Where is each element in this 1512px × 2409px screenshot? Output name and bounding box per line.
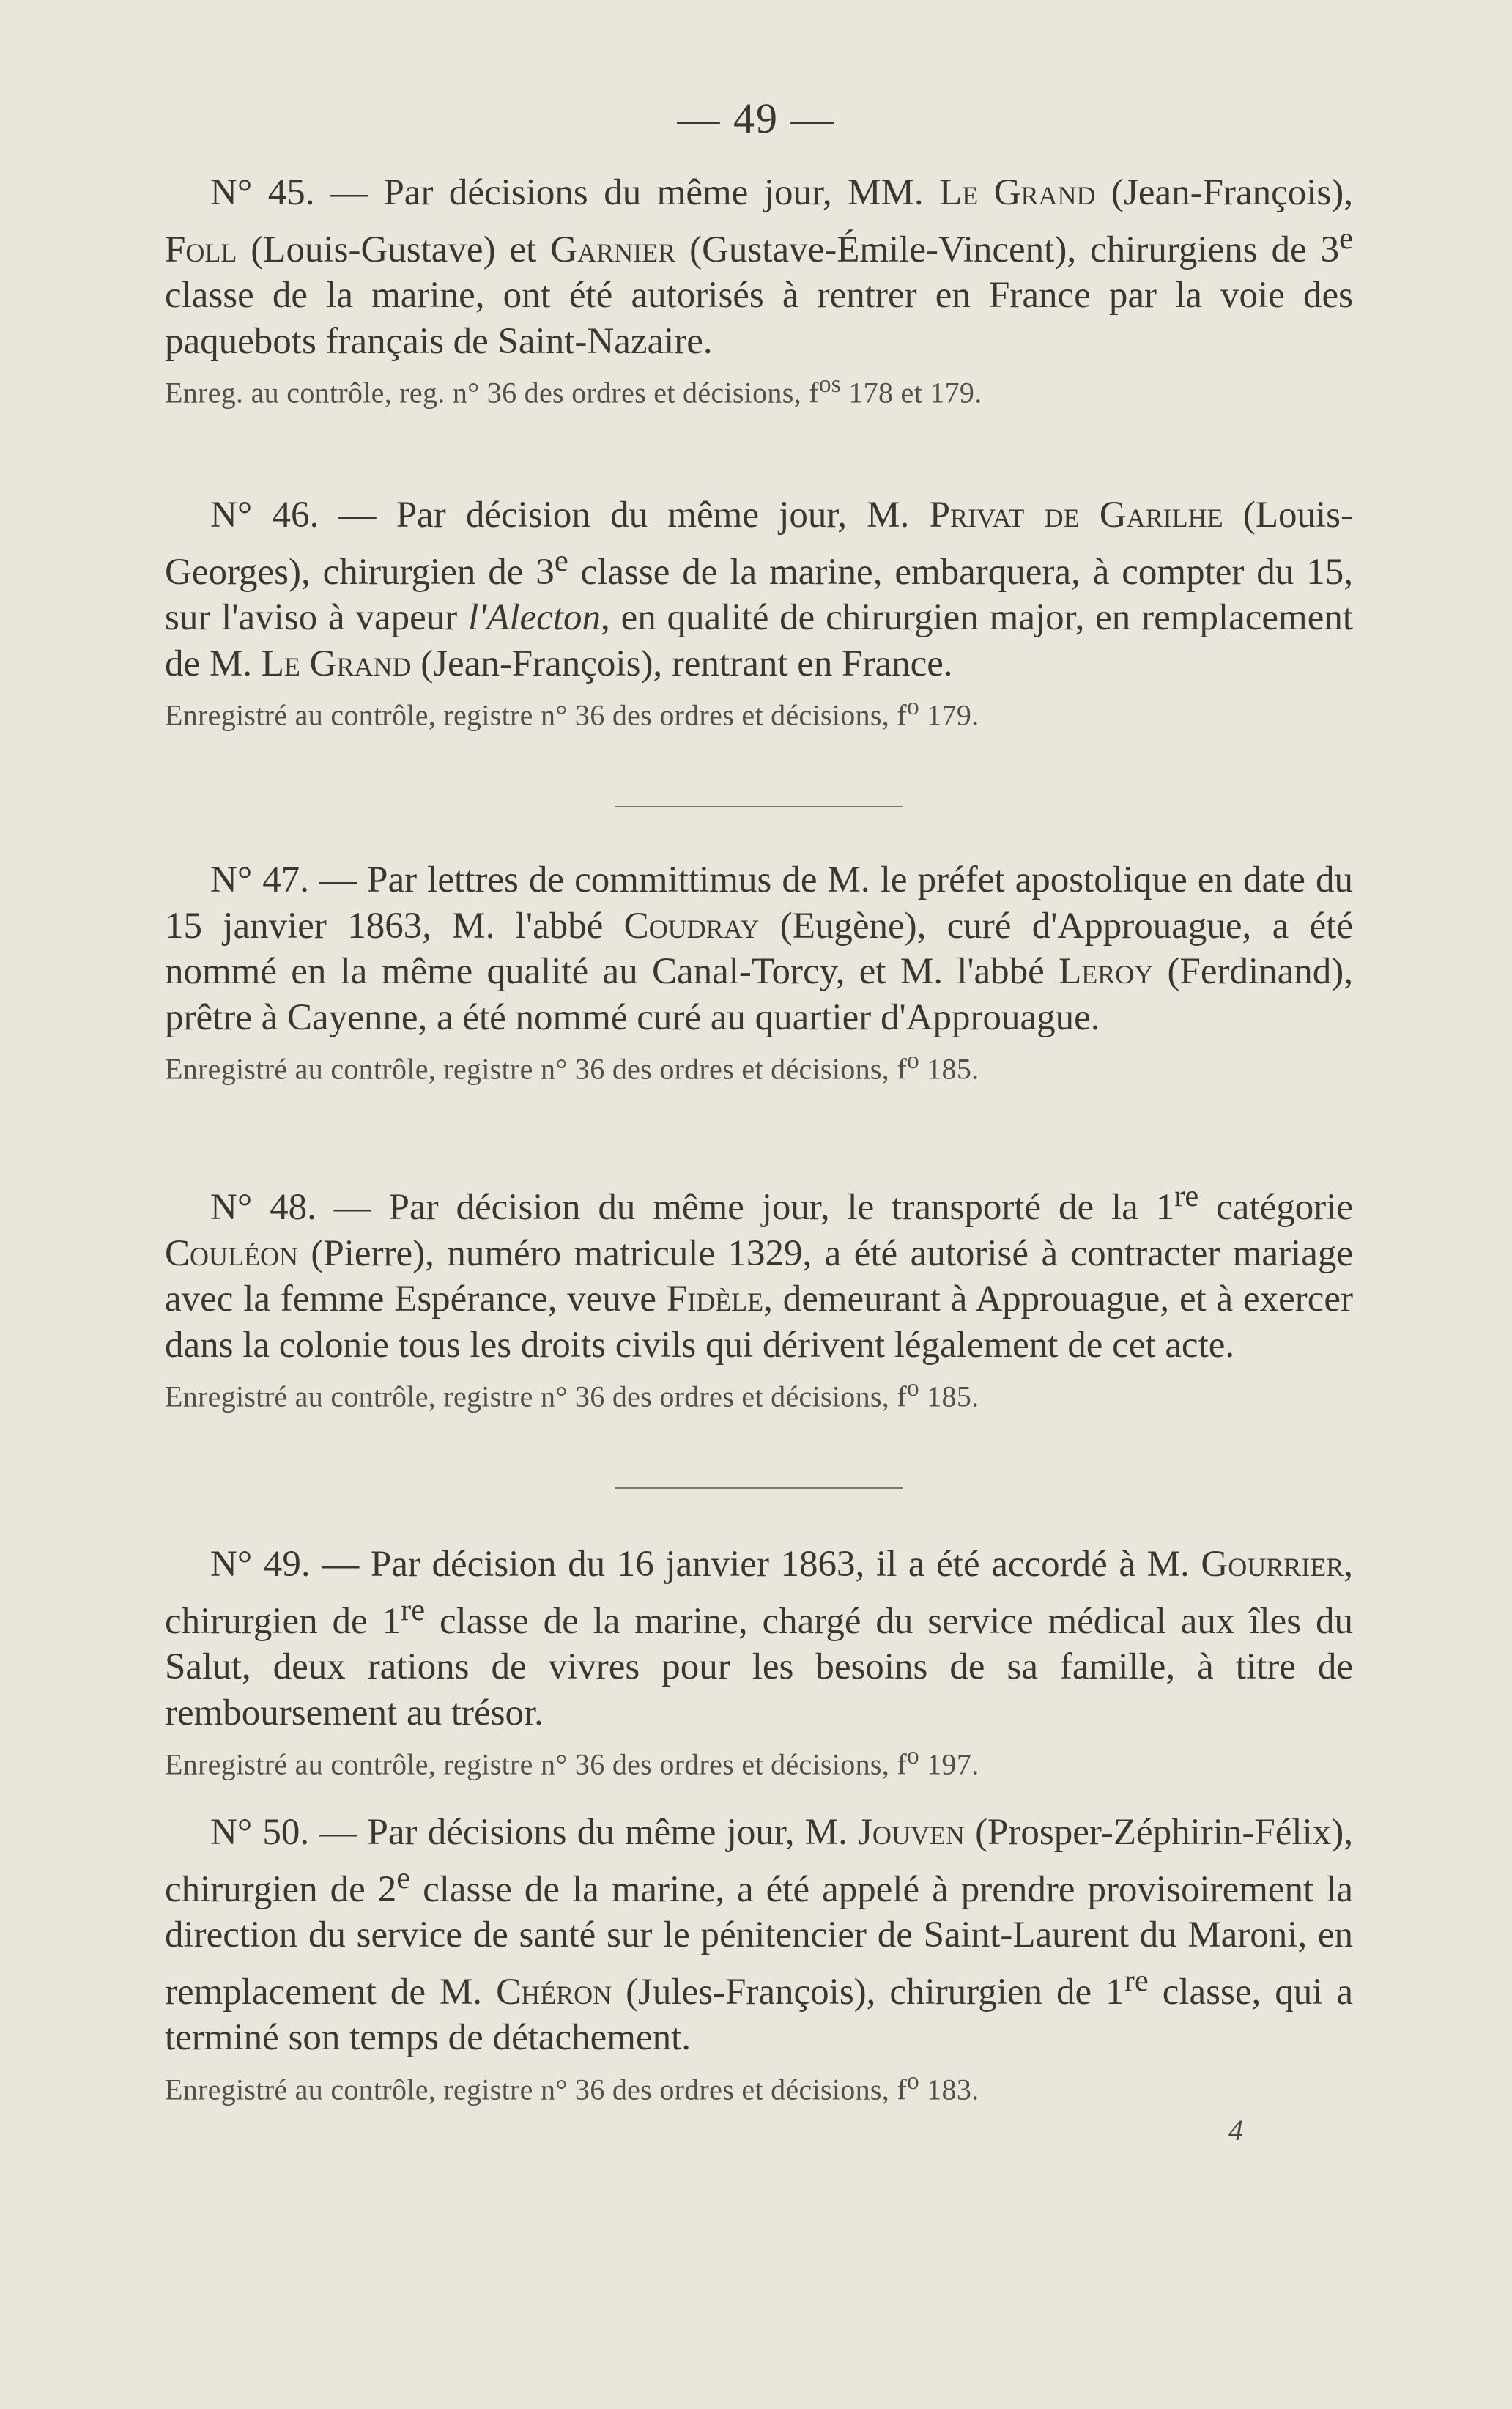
- entry-text: N° 45. — Par décisions du même jour, MM. Le Grand (Jean-François), Foll (Louis-Gustave) et Garnier (Gustave-Émile-Vincent), chirurgiens de 3e classe de la marine, ont été autorisés à rentrer en France par la voie des paquebots français de Saint-Nazaire.: [165, 172, 1354, 362]
- page-number: — 49 —: [677, 95, 835, 142]
- registration-note: Enreg. au contrôle, reg. n° 36 des ordres et décisions, $f^{os}$ 178 et 179.: [165, 371, 982, 410]
- registration-note: Enregistré au contrôle, registre n° 36 des ordres et décisions, $f^o$ 185.: [165, 1047, 979, 1086]
- entry-text: N° 48. — Par décision du même jour, le transporté de la 1re catégorie Couléon (Pierre), numéro matricule 1329, a été autorisé à contracter mariage avec la femme Espérance, veuve Fidèle, demeurant à Approuague, et à exercer dans la colonie tous les droits civils qui dérivent légalement de cet acte.: [165, 1179, 1354, 1366]
- registration-note: Enregistré au contrôle, registre n° 36 des ordres et décisions, $f^o$ 179.: [165, 693, 979, 732]
- entry-text: N° 50. — Par décisions du même jour, M. Jouven (Prosper-Zéphirin-Félix), chirurgien de 2e classe de la marine, a été appelé à prendre provisoirement la direction du service de santé sur le pénitencier de Saint-Laurent du Maroni, en remplacement de M. Chéron (Jules-François), chirurgien de 1re classe, qui a terminé son temps de détachement.: [165, 1812, 1354, 2058]
- entry-47: [165, 857, 1353, 1089]
- signature-mark: 4: [1228, 2114, 1243, 2147]
- person-name: Leroy: [1059, 951, 1154, 992]
- entry-46: [165, 492, 1353, 736]
- person-name: Chéron: [496, 1971, 612, 2013]
- entry-number: N° 49.: [210, 1544, 311, 1585]
- ship-name: l'Alecton: [468, 597, 601, 638]
- person-name: Privat de Garilhe: [929, 495, 1223, 536]
- entry-number: N° 45.: [210, 172, 315, 213]
- section-divider: [615, 806, 903, 807]
- entry-49: [165, 1542, 1353, 1785]
- entry-number: N° 48.: [210, 1187, 316, 1228]
- entry-text: N° 47. — Par lettres de committimus de M. le préfet apostolique en date du 15 janvier 1863, M. l'abbé Coudray (Eugène), curé d'Approuague, a été nommé en la même qualité au Canal-Torcy, et M. l'abbé Leroy (Ferdinand), prêtre à Cayenne, a été nommé curé au quartier d'Approuague.: [165, 859, 1353, 1038]
- entry-number: N° 47.: [210, 859, 310, 900]
- person-name: Garnier: [550, 229, 676, 270]
- person-name: Le Grand: [939, 172, 1096, 213]
- person-name: Foll: [165, 229, 237, 270]
- person-name: Couléon: [165, 1232, 298, 1274]
- entry-number: N° 50.: [210, 1812, 310, 1853]
- person-name: Jouven: [858, 1812, 965, 1853]
- registration-note: Enregistré au contrôle, registre n° 36 des ordres et décisions, $f^o$ 197.: [165, 1742, 979, 1781]
- person-name: Le Grand: [261, 643, 412, 684]
- registration-note: Enregistré au contrôle, registre n° 36 des ordres et décisions, $f^o$ 183.: [165, 2067, 979, 2106]
- section-divider: [615, 1487, 903, 1489]
- person-name: Fidèle: [666, 1278, 764, 1320]
- entry-45: [165, 170, 1353, 413]
- entry-text: N° 46. — Par décision du même jour, M. Privat de Garilhe (Louis-Georges), chirurgien de 3e classe de la marine, embarquera, à compter du 15, sur l'aviso à vapeur l'Alecton, en qualité de chirurgien major, en remplacement de M. Le Grand (Jean-François), rentrant en France.: [165, 495, 1354, 684]
- entry-number: N° 46.: [210, 495, 319, 536]
- entry-50: [165, 1810, 1353, 2110]
- registration-note: Enregistré au contrôle, registre n° 36 des ordres et décisions, $f^o$ 185.: [165, 1374, 979, 1413]
- person-name: Gourrier: [1201, 1544, 1344, 1585]
- person-name: Coudray: [623, 905, 760, 947]
- entry-48: [165, 1174, 1353, 1417]
- entry-text: N° 49. — Par décision du 16 janvier 1863, il a été accordé à M. Gourrier, chirurgien de 1re classe de la marine, chargé du service médical aux îles du Salut, deux rations de vivres pour les besoins de sa famille, à titre de remboursement au trésor.: [165, 1544, 1353, 1733]
